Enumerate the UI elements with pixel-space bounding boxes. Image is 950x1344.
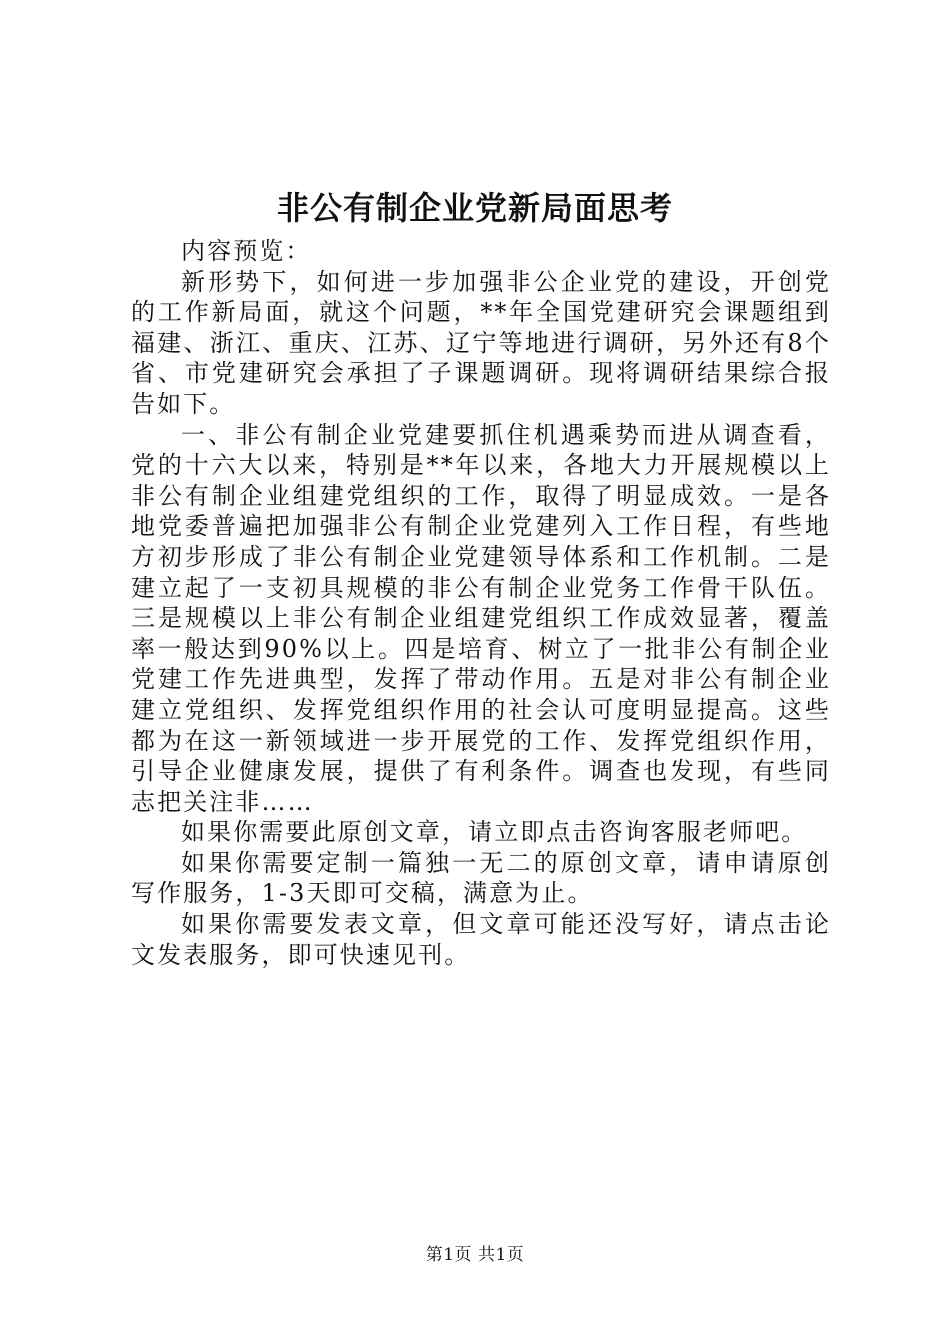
custom-writing-paragraph: 如果你需要定制一篇独一无二的原创文章，请申请原创写作服务，1-3天即可交稿，满意为止。 bbox=[131, 848, 831, 908]
consult-paragraph: 如果你需要此原创文章，请立即点击咨询客服老师吧。 bbox=[181, 818, 808, 847]
publication-paragraph: 如果你需要发表文章，但文章可能还没写好，请点击论文发表服务，即可快速见刊。 bbox=[131, 910, 831, 969]
page-number-footer: 第1页 共1页 bbox=[425, 1245, 525, 1265]
preview-label: 内容预览： bbox=[181, 237, 312, 265]
document-title: 非公有制企业党新局面思考 bbox=[276, 189, 673, 227]
section-one-paragraph: 一、非公有制企业党建要抓住机遇乘势而进从调查看，党的十六大以来，特别是**年以来，各地大力开展规模以上非公有制企业组建党组织的工作，取得了明显成效。一是各地党委普遍把加强非公有制企业党建列入工作日程，有些地方初步形成了非公有制企业党建领导体系和工作机制。二是建立起了一支初具规模的非公有制企业党务工作骨干队伍。三是规模以上非公有制企业组建党组织工作成效显著，覆盖率一般达到90%以上。四是培育、树立了一批非公有制企业党建工作先进典型，发挥了带动作用。五是对非公有制企业建立党组织、发挥党组织作用的社会认可度明显提高。这些都为在这一新领域进一步开展党的工作、发挥党组织作用，引导企业健康发展，提供了有利条件。调查也发现，有些同志把关注非…… bbox=[131, 420, 831, 816]
document-body bbox=[131, 236, 831, 970]
intro-paragraph: 新形势下，如何进一步加强非公企业党的建设，开创党的工作新局面，就这个问题，**年全国党建研究会课题组到福建、浙江、重庆、江苏、辽宁等地进行调研，另外还有8个省、市党建研究会承担了子课题调研。现将调研结果综合报告如下。 bbox=[131, 267, 831, 418]
